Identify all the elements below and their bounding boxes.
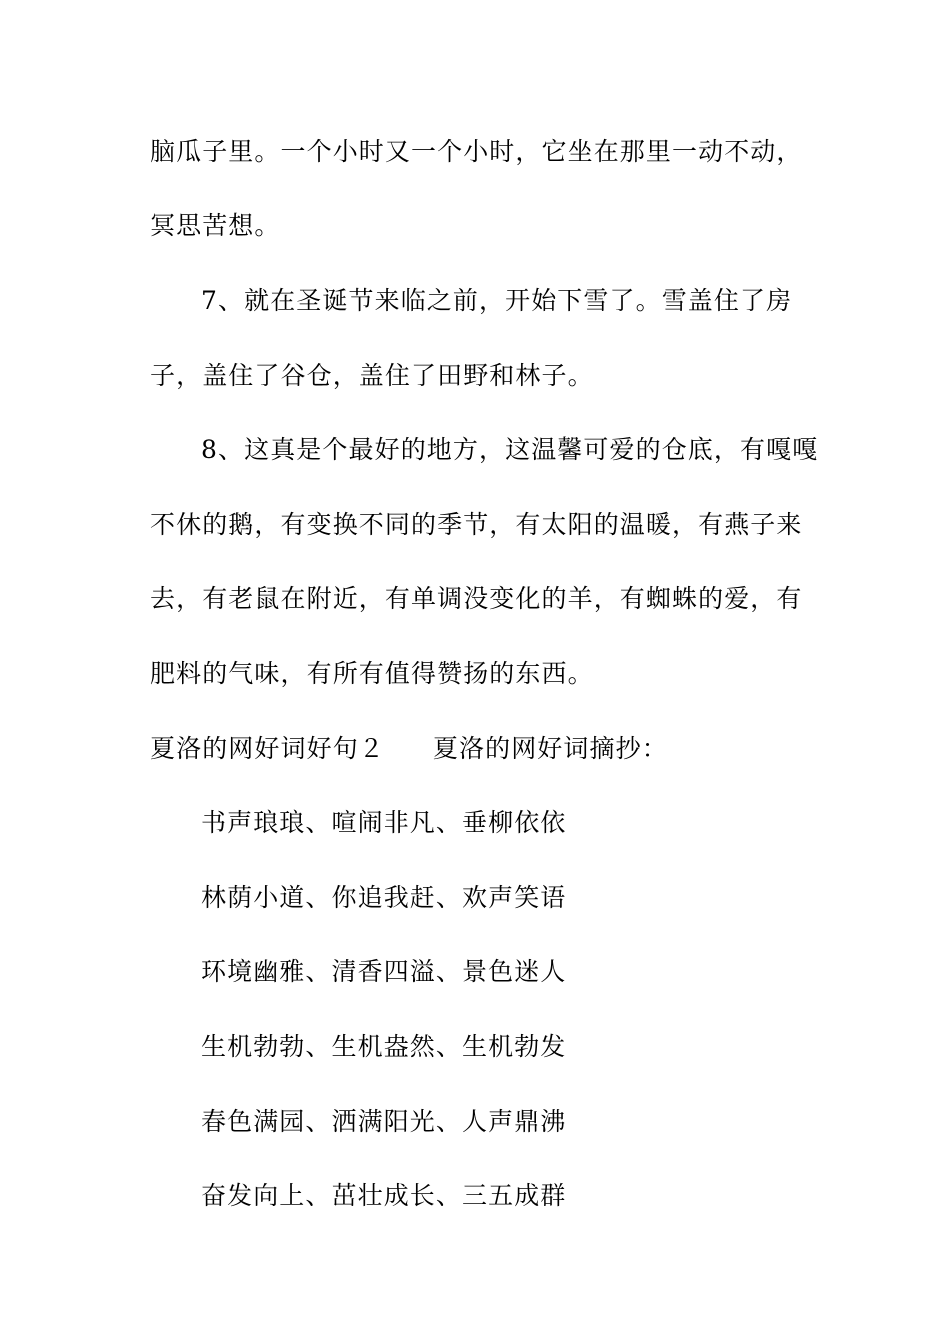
- word-list-item: 春色满园、洒满阳光、人声鼎沸: [201, 1107, 567, 1136]
- paragraph-line: 不休的鹅，有变换不同的季节，有太阳的温暖，有燕子来: [150, 510, 803, 539]
- word-list-item: 林荫小道、你追我赶、欢声笑语: [201, 883, 567, 912]
- paragraph-line: 7、就在圣诞节来临之前，开始下雪了。雪盖住了房: [201, 286, 793, 315]
- paragraph-line: 子，盖住了谷仓，盖住了田野和林子。: [150, 361, 594, 390]
- paragraph-line: 去，有老鼠在附近，有单调没变化的羊，有蜘蛛的爱，有: [150, 584, 803, 613]
- paragraph-line: 肥料的气味，有所有值得赞扬的东西。: [150, 659, 594, 688]
- section-heading-line: [150, 734, 668, 764]
- paragraph-line: 脑瓜子里。一个小时又一个小时，它坐在那里一动不动，: [150, 137, 803, 166]
- word-list-item: 书声琅琅、喧闹非凡、垂柳依依: [201, 808, 567, 837]
- word-list-item: 环境幽雅、清香四溢、景色迷人: [201, 957, 567, 986]
- paragraph-line: 冥思苦想。: [150, 211, 281, 240]
- paragraph-line: 8、这真是个最好的地方，这温馨可爱的仓底，有嘎嘎: [201, 435, 819, 464]
- section-heading: 夏洛的网好词好句２: [150, 734, 385, 763]
- word-list-item: 奋发向上、茁壮成长、三五成群: [201, 1181, 567, 1210]
- word-list-item: 生机勃勃、生机盎然、生机勃发: [201, 1032, 567, 1061]
- section-subheading: 夏洛的网好词摘抄：: [432, 734, 668, 763]
